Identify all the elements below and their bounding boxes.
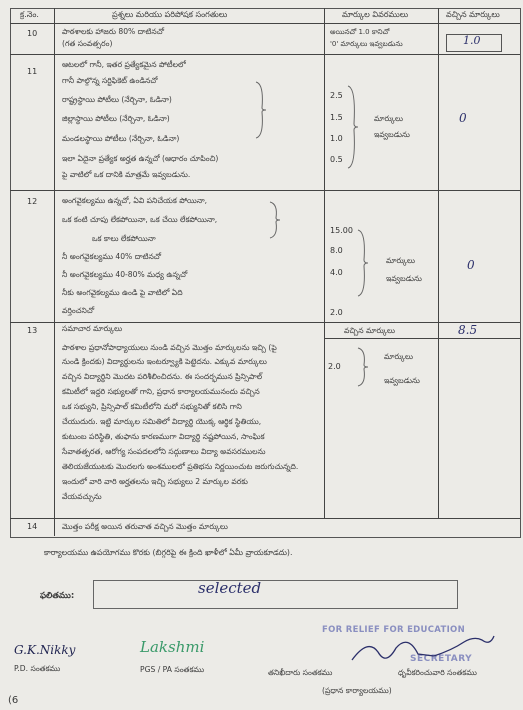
row-13-line-7: కుటుంబ పరిస్థితి, తుఫాను కారణముగా విద్యార్థి నష్టపోయిన, సాంఘిక: [62, 432, 265, 441]
row-12-value-3: 4.0: [330, 268, 343, 277]
row-13-marks-header: వచ్చిన మార్కులు: [344, 326, 396, 335]
row-11-line-5: మండలస్థాయి పోటీలు (నేర్చినా, ఓడినా): [62, 134, 180, 143]
row-11-value-3: 1.0: [330, 134, 343, 143]
row-11-value-1: 2.5: [330, 91, 343, 100]
row-11-line-6: ఇలా ఏదైనా ప్రత్యేక అర్హత ఉన్నచో (ఆధారం చూపించి): [62, 154, 219, 163]
row-12-value-1: 15.00: [330, 226, 353, 235]
row-10-marks-line-2: '0' మార్కులు ఇవ్వబడును: [330, 40, 403, 48]
row-12-value-2: 8.0: [330, 246, 343, 255]
row-11-line-3: రాష్ట్రస్థాయి పోటీలు (నేర్చినా, ఓడినా): [62, 95, 172, 104]
row-11-value-4: 0.5: [330, 155, 343, 164]
pd-signature-label: P.D. సంతకము: [14, 664, 61, 673]
row-13-line-10: ఇందులో వారి వారి అర్హతలను ఇచ్చి సభ్యులు 2 మార్కుల వరకు: [62, 477, 248, 486]
row-13-title: సమాచార మార్కులు: [62, 324, 123, 333]
row-divider-11: [10, 190, 520, 191]
row-10-line-2: (గత సంవత్సరం): [62, 39, 113, 48]
header-divider: [10, 23, 520, 24]
row-11-values-brace: [346, 84, 360, 170]
row-14-line-1: మొత్తం పరీక్ష అయిన తరువాత వచ్చిన మొత్తం మార్కులు: [62, 522, 228, 531]
stamp-line-2: SECRETARY: [410, 654, 473, 664]
row-11-number: 11: [27, 67, 38, 76]
row-11-line-1: ఆటలలో గానీ, ఇతర ప్రత్యేకమైన పోటీలలో: [62, 60, 186, 69]
row-12-line-3: ఒక కాలు లేకపోయినా: [92, 234, 156, 243]
result-box: [93, 580, 458, 609]
row-13-value-1: 2.0: [328, 362, 341, 371]
head-office-label: (ప్రధాన కార్యాలయము): [322, 686, 392, 695]
row-13-line-9: తెలియజేయుటకు మొదలగు అంశములలో ప్రతిభను నిర్ణయించుట జరుగుచున్నది.: [62, 462, 299, 471]
row-13-line-6: చేయుదురు. ఇట్టి మార్కుల సమితిలో విద్యార్థి యొక్క ఆర్థిక స్థితియు,: [62, 417, 262, 426]
row-11-label-1: మార్కులు: [374, 114, 404, 123]
pgs-signature-label: PGS / PA సంతకము: [140, 665, 205, 674]
row-11-awarded: 0: [459, 111, 467, 125]
row-12-line-1: అంగవైకల్యము ఉన్నచో, ఏవి పనిచేయక పోయినా,: [62, 196, 208, 205]
row-13-line-3: వచ్చిన విద్యార్థిని మొదట పరిశీలించిదను. ఈ సందర్భమున ప్రిన్సిపాల్: [62, 372, 263, 381]
row-12-values-brace: [356, 228, 370, 298]
page-mark: (6: [8, 695, 19, 706]
row-13-line-2: నుండి క్రిందకు) విద్యార్థులను ఇంటర్వ్యూకి పెట్టెదను. ఎక్కువ మార్కులు: [62, 357, 267, 366]
row-12-number: 12: [27, 197, 38, 206]
row-12-label-1: మార్కులు: [386, 256, 416, 265]
row-divider-12: [10, 322, 520, 323]
row-12-line-6: నీకు అంగవైకల్యము ఉండి పై వాటిలో ఏది: [62, 288, 183, 297]
row-12-awarded: 0: [467, 258, 475, 272]
row-12-line-7: వర్తించనిచో: [62, 306, 95, 315]
row-divider-10: [10, 54, 520, 55]
row-13-line-1: పాఠశాల ప్రధానోపాధ్యాయులు నుండి వచ్చిన మొత్తం మార్కులను ఇచ్చి (పై: [62, 343, 277, 352]
header-marks-details: మార్కుల వివరములు: [342, 10, 409, 19]
row-11-left-brace: [254, 80, 268, 140]
header-questions: ప్రశ్నలు మరియు పరిపోషక సంగతులు: [112, 10, 228, 19]
verifier-signature-mark: [348, 630, 498, 670]
row-12-line-5: నీ అంగవైకల్యము 40-80% మధ్య ఉన్నచో: [62, 270, 188, 279]
header-marks-awarded: వచ్చిన మార్కులు: [446, 10, 500, 19]
row-13-label-1: మార్కులు: [384, 352, 414, 361]
inspector-signature-label: తనిఖీదారు సంతకము: [268, 668, 333, 677]
row-11-line-4: జిల్లాస్థాయి పోటీలు (నేర్చినా, ఓడినా): [62, 114, 170, 123]
row-divider-13: [10, 518, 520, 519]
pgs-signature: Lakshmi: [140, 638, 205, 656]
office-use-note: కార్యాలయము ఉపయోగము కొరకు (బిగ్గరిపై ఈ క్రింది ఖాళీలో ఏమీ వ్రాయకూడదు).: [44, 548, 293, 557]
result-label: ఫలితము:: [40, 591, 75, 601]
row-13-marks-divider: [324, 338, 520, 339]
row-13-awarded: 8.5: [458, 323, 478, 337]
col-line-2: [324, 8, 325, 518]
row-13-values-brace: [356, 346, 370, 388]
col-line-3: [438, 8, 439, 518]
header-sno: క్ర.నెం.: [20, 10, 39, 19]
pd-signature: G.K.Nikky: [14, 643, 76, 657]
row-12-left-brace: [268, 200, 282, 240]
row-13-line-4: కమిటీలో ఇద్దరి సభ్యులతో గాని, ప్రధాన కార్యాలయమునందు వచ్చిన: [62, 387, 260, 396]
row-11-line-7: పై వాటిలో ఒక దానికి మాత్రమే ఇవ్వబడును.: [62, 170, 191, 179]
row-11-line-2: గానీ పాల్గొన్న సర్టిఫికెట్ ఉండినచో: [62, 76, 158, 85]
row-10-marks-line-1: అయినచో 1.0 కానిచో: [330, 28, 390, 36]
row-14-number: 14: [27, 522, 38, 531]
row-10-awarded: 1.0: [463, 34, 481, 47]
row-10-line-1: పాఠశాలకు హాజరు 80% దాటినచో: [62, 27, 165, 36]
row-12-value-4: 2.0: [330, 308, 343, 317]
row-13-label-2: ఇవ్వబడును: [384, 376, 420, 385]
col-line-1: [54, 8, 55, 536]
row-13-line-8: సేవాతత్పరత, ఆరోగ్య సంపదలలోని సద్గుణాలు విద్యా అవసరములను: [62, 447, 266, 456]
row-12-line-2: ఒక కంటి చూపు లేకపోయినా, ఒక చేయి లేకపోయినా,: [62, 215, 218, 224]
row-12-label-2: ఇవ్వబడును: [386, 274, 422, 283]
row-10-number: 10: [27, 29, 38, 38]
result-value: selected: [198, 579, 262, 597]
row-12-line-4: నీ అంగవైకల్యము 40% దాటినచో: [62, 252, 162, 261]
verifier-signature-label: ధృవీకరించువారి సంతకము: [398, 668, 477, 677]
row-11-label-2: ఇవ్వబడును: [374, 130, 410, 139]
row-13-line-5: ఒక సభ్యుని, ప్రిన్సిపాల్ కమిటీలోని మరో సభ్యునితో కలిసి గాని: [62, 402, 242, 411]
row-13-line-11: వేయవచ్చును: [62, 492, 102, 501]
row-13-number: 13: [27, 326, 38, 335]
stamp-line-1: FOR RELIEF FOR EDUCATION: [322, 625, 465, 635]
row-11-value-2: 1.5: [330, 113, 343, 122]
